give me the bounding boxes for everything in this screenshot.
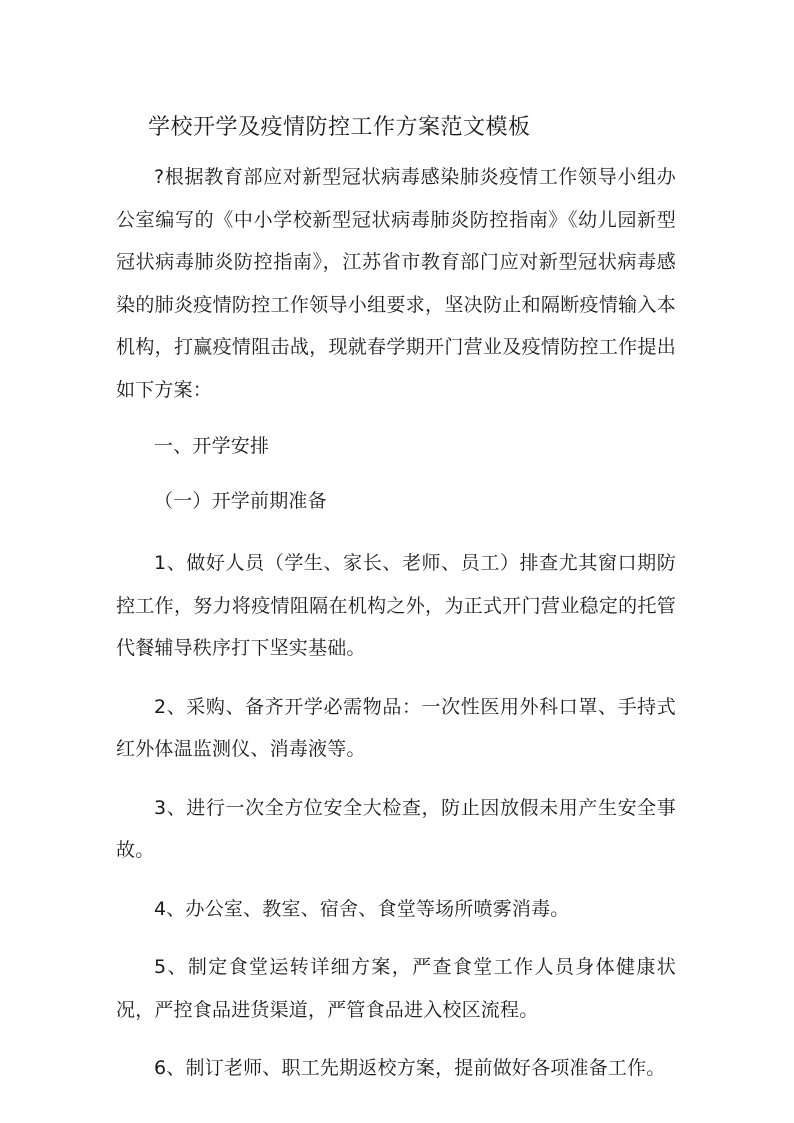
list-item: 1、做好人员（学生、家长、老师、员工）排查尤其窗口期防控工作，努力将疫情阻隔在机构之外，为正式开门营业稳定的托管代餐辅导秩序打下坚实基础。 <box>116 552 676 659</box>
list-item: 2、采购、备齐开学必需物品：一次性医用外科口罩、手持式红外体温监测仪、消毒液等。 <box>116 695 676 760</box>
section-heading-arrangement: 一、开学安排 <box>154 435 270 457</box>
document-title: 学校开学及疫情防控工作方案范文模板 <box>148 115 531 140</box>
document-body <box>116 110 676 1090</box>
subsection-heading-preparation: （一）开学前期准备 <box>154 489 327 512</box>
list-item: 4、办公室、教室、宿舍、食堂等场所喷雾消毒。 <box>154 897 570 920</box>
list-item: 6、制订老师、职工先期返校方案，提前做好各项准备工作。 <box>154 1057 666 1079</box>
list-item: 3、进行一次全方位安全大检查，防止因放假未用产生安全事故。 <box>116 796 676 861</box>
intro-paragraph: ?根据教育部应对新型冠状病毒感染肺炎疫情工作领导小组办公室编写的《中小学校新型冠状病毒肺炎防控指南》《幼儿园新型冠状病毒肺炎防控指南》，江苏省市教育部门应对新型冠状病毒感染的肺炎疫情防控工作领导小组要求，坚决防止和隔断疫情输入本机构，打赢疫情阻击战，现就春学期开门营业及疫情防控工作提出如下方案： <box>116 166 676 401</box>
list-item: 5、制定食堂运转详细方案，严查食堂工作人员身体健康状况，严控食品进货渠道，严管食品进入校区流程。 <box>116 956 676 1021</box>
